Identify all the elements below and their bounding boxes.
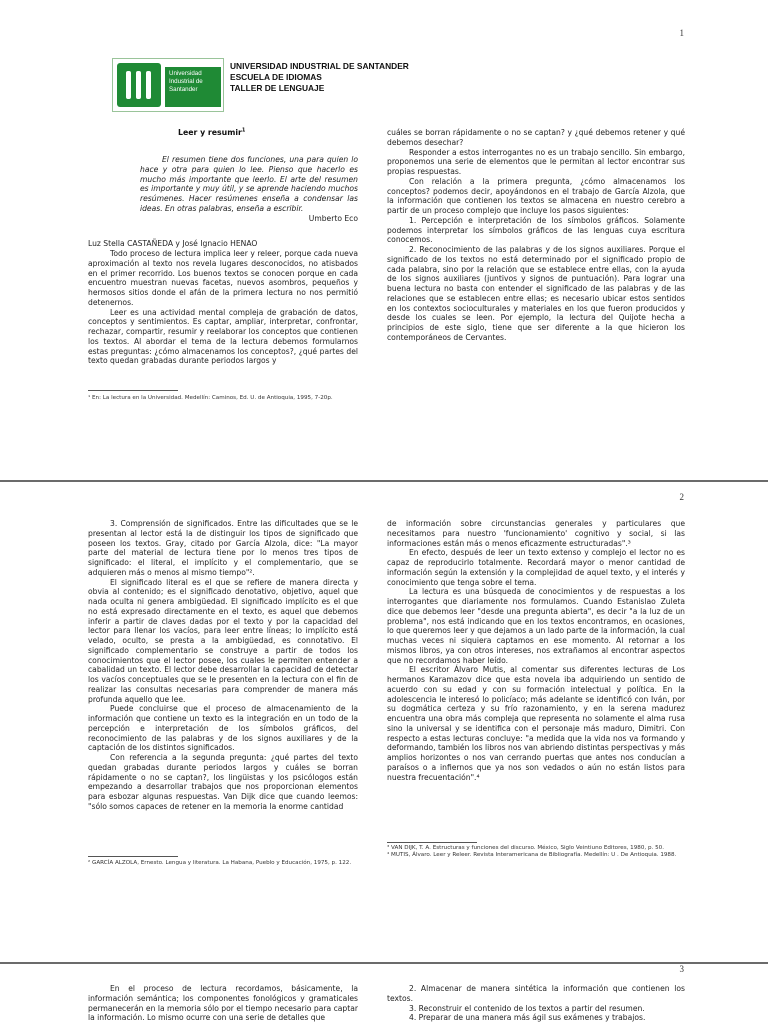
paragraph: 3. Comprensión de significados. Entre las dificultades que se le presentan al lector está la de distinguir los tipos de significado que poseen los textos. Gray, citado por García Alzola, dice: "La mayor parte del material de lectura tiene por lo menos tres tipos de significado: el literal, el implícito y el complementario, que se adquieren más o menos al mismo tiempo"². [88,519,358,577]
institution-header: UNIVERSIDAD INDUSTRIAL DE SANTANDER ESCUELA DE IDIOMAS TALLER DE LENGUAJE [230,61,409,93]
right-column [387,519,685,782]
paragraph: Leer es una actividad mental compleja de grabación de datos, conceptos y sentimientos. Es captar, ampliar, interpretar, confrontar, rechazar, compartir, resumir y reelaborar los conceptos que contienen los textos. Al abordar el tema de la lectura debemos formularnos estas preguntas: ¿cómo almacenamos los conceptos?, ¿qué partes del texto quedan grabadas durante periodos largos y [88,307,358,366]
document-page-1 [0,0,768,480]
paragraph: de información sobre circunstancias generales y particulares que necesitamos para nuestro 'funcionamiento' cognitivo y social, si las informaciones están más o menos eficazmente estructuradas".³ [387,519,685,548]
paragraph: La lectura es una búsqueda de conocimientos y de respuestas a los interrogantes que diariamente nos formulamos. Cuando Estanislao Zuleta dice que debemos leer "desde una pregunta abierta", es decir "a la luz de un problema", nos está indicando que en los textos encontramos, en ocasiones, lo que queremos leer y que dejamos a un lado parte de la información, la cual muchas veces ni siquiera captamos en ese momento. Al retornar a los mismos libros, ya con otros intereses, nos extrañamos al encontrar aspectos que no recordamos haber leído. [387,587,685,665]
university-logo [112,58,224,112]
paragraph: 2. Reconocimiento de las palabras y de los signos auxiliares. Porque el significado de los textos no está determinado por el significado propio de cada palabra, sino por la relación que se establece entre ellas, con la ayuda de los signos auxiliares (juntivos y signos de puntuación). Para lograr una buena lectura no basta con entender el significado de las palabras y de las relaciones que se establecen entre ellas; es necesario ubicar estos sentidos en los contextos socioculturales y materiales en los que fueron producidos y desde los cuales se leen. Por ejemplo, la lectura del Quijote hecha a principios de este siglo, tiene que ser diferente a la que hicieron los contemporáneos de Cervantes. [387,245,685,342]
page-number: 3 [679,964,684,974]
right-column [387,984,685,1023]
footnote-rule [88,390,178,391]
footnote: ³ VAN DIJK, T. A. Estructuras y funciones del discurso. México, Siglo Veintiuno Editores, 1980, p. 50. ⁴ MUTIS, Álvaro. Leer y Releer. Revista Interamericana de Bibliografía. Medellín: U . De Antioquia. 1988. [387,845,677,859]
paragraph: Puede concluirse que el proceso de almacenamiento de la información que contiene un texto es la integración en un todo de la percepción e interpretación de los símbolos gráficos, del reconocimiento de las palabras y de los signos auxiliares y de la captación de los distintos significados. [88,704,358,753]
page-number: 2 [679,492,684,502]
epigraph-author: Umberto Eco [308,214,358,223]
paragraph: El escritor Álvaro Mutis, al comentar sus diferentes lecturas de Los hermanos Karamazov dice que esta novela iba adquiriendo un sentido de acuerdo con su edad y con su formación intelectual y política. En la adolescencia le interesó lo policíaco; más adelante se identificó con Iván, por su dogmática certeza y su frío razonamiento, y en la serena madurez encuentra una obra más compleja que representa no solamente el alma rusa sino la universal y se identifica con el personaje más maduro, Dimitri. Con respecto a estas lecturas concluye: "a medida que la vida nos va formando y deformando, también los libros nos van abriendo distintas perspectivas y más amplios horizontes o nos van cerrando puertas que antes nos conducían a paraísos o a infiernos que ya nos son vedados o aún no están listos para nuestra frecuentación".⁴ [387,665,685,782]
epigraph: El resumen tiene dos funciones, una para quien lo hace y otra para quien lo lee. Pienso que hacerlo es mucho más importante que leerlo. El arte del resumen es importante y muy útil, y se aprende haciendo muchos resúmenes. Hacer resúmenes enseña a condensar las ideas. En otras palabras, enseña a escribir. [140,155,358,213]
left-column [88,984,358,1023]
paragraph: Con referencia a la segunda pregunta: ¿qué partes del texto quedan grabadas durante periodos largos y cuáles se borran rápidamente o no se captan?, los lingüistas y los psicólogos están empezando a desarrollar trabajos que nos proporcionan elementos para esbozar algunas respuestas. Van Dijk dice que cuando leemos: "sólo somos capaces de retener en la memoria la enorme cantidad [88,753,358,811]
document-title: Leer y resumir$^1$ [178,127,246,137]
paragraph: En el proceso de lectura recordamos, básicamente, la información semántica; los componentes fonológicos y gramaticales permanecerán en la memoria sólo por el tiempo necesario para captar la información. Lo mismo ocurre con una serie de detalles que [88,984,358,1023]
footnote-rule [387,842,477,843]
paragraph: En efecto, después de leer un texto extenso y complejo el lector no es capaz de reproducirlo totalmente. Recordará mayor o menor cantidad de información según la extensión y la complejidad de aquel texto, y el interés y conocimiento que tenga sobre el tema. [387,548,685,587]
right-column [387,128,685,343]
logo-text: Universidad Industrial de Santander [165,67,221,107]
page-number: 1 [679,28,684,38]
left-column [88,249,358,366]
paragraph: El significado literal es el que se refiere de manera directa y obvia al contenido; es el significado denotativo, objetivo, aquel que nada oculta ni genera ambigüedad. El significado implícito es el que no está expresado directamente en el texto, es aquel que debemos inferir a partir de claves dadas por el texto y por la capacidad del lector para llenar los vacíos, para leer entre líneas; lo implícito está velado, oculto, se presta a la ambigüedad, es connotativo. El significado complementario se construye a partir de todos los conocimientos que el lector posee, los cuales le permiten entender a cabalidad un texto. El lector debe desarrollar la capacidad de detectar los vacíos conceptuales que se le presenten en la lectura con el fin de realizar las consultas necesarias para comprender de manera más profunda aquello que lee. [88,577,358,704]
paragraph: 1. Percepción e interpretación de los símbolos gráficos. Solamente podemos interpretar los símbolos gráficos de las lenguas cuya escritura conocemos. [387,215,685,245]
paragraph: Todo proceso de lectura implica leer y releer, porque cada nueva aproximación al texto nos revela lugares desconocidos, no atisbados en el primer recorrido. Los buenos textos se conocen porque en cada encuentro muestran nuevas facetas, nuevos asombros, pequeños y hermosos sitios donde el afán de la primera lectura no nos permitió detenernos. [88,249,358,307]
document-page-2 [0,482,768,962]
footnote: ¹ En: La lectura en la Universidad. Medellín: Caminos, Ed. U. de Antioquia, 1995, 7-20p. [88,395,333,401]
paragraph: Con relación a la primera pregunta, ¿cómo almacenamos los conceptos? podemos decir, apoyándonos en el trabajo de García Alzola, que la información que contienen los textos se almacena en nuestro cerebro a partir de un proceso complejo que incluye los pasos siguientes: [387,176,685,215]
paragraph: cuáles se borran rápidamente o no se captan? y ¿qué debemos retener y qué debemos desechar? [387,128,685,147]
list-item: 2. Almacenar de manera sintética la información que contienen los textos. [387,984,685,1003]
document-page-3 [0,964,768,1024]
list-item: 4. Preparar de una manera más ágil sus exámenes y trabajos. [409,1013,646,1023]
paragraph: Responder a estos interrogantes no es un trabajo sencillo. Sin embargo, proponemos una serie de elementos que le permitan al lector encontrar sus propias respuestas. [387,147,685,176]
uis-emblem-icon [117,63,161,107]
footnote: ² GARCÍA ALZOLA, Ernesto. Lengua y literatura. La Habana, Pueblo y Educación, 1975, p. 122. [88,860,352,866]
left-column [88,519,358,812]
authors: Luz Stella CASTAÑEDA y José Ignacio HENAO [88,239,258,248]
footnote-rule [88,856,178,857]
list-item: 3. Reconstruir el contenido de los textos a partir del resumen. [409,1003,645,1013]
